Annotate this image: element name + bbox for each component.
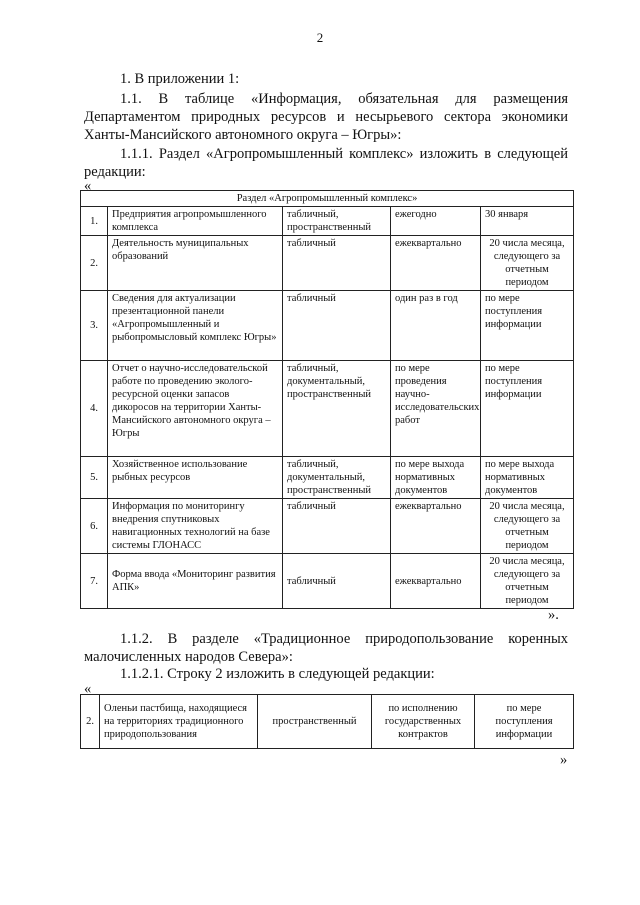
row-number: 6.	[81, 499, 108, 554]
row-format: табличный	[283, 236, 391, 291]
row-number: 7.	[81, 554, 108, 609]
row-name: Информация по мониторингу внедрения спутниковых навигационных технологий на базе системы ГЛОНАСС	[108, 499, 283, 554]
table-row	[81, 695, 574, 749]
row-period: ежеквартально	[391, 554, 481, 609]
row-period: по мере проведения научно-исследовательских работ	[391, 361, 481, 457]
row-name: Отчет о научно-исследовательской работе по проведению эколого-ресурсной оценки запасов дикоросов на территории Ханты-Мансийского автономного округа – Югры	[108, 361, 283, 457]
paragraph-1-1-2: 1.1.2. В разделе «Традиционное природопользование коренных малочисленных народов Севера»:	[84, 631, 568, 665]
row-term: по мере выхода нормативных документов	[481, 457, 574, 499]
open-quote-1: «	[84, 178, 92, 194]
table-row	[81, 236, 574, 291]
close-quote-2: »	[560, 752, 568, 768]
section-header: Раздел «Агропромышленный комплекс»	[81, 191, 574, 207]
row-period: ежеквартально	[391, 499, 481, 554]
row-name: Форма ввода «Мониторинг развития АПК»	[108, 554, 283, 609]
paragraph-1-1-1: 1.1.1. Раздел «Агропромышленный комплекс» изложить в следующей редакции:	[84, 146, 568, 180]
row-name: Хозяйственное использование рыбных ресурсов	[108, 457, 283, 499]
open-quote-2: «	[84, 681, 92, 697]
row-number: 2.	[81, 236, 108, 291]
row-name: Сведения для актуализации презентационной панели «Агропромышленный и рыбопромысловый комплекс Югры»	[108, 291, 283, 361]
table-row	[81, 499, 574, 554]
row-term: по мере поступления информации	[481, 291, 574, 361]
traditional-row-table	[80, 694, 574, 749]
agro-section-table	[80, 190, 574, 609]
table-row	[81, 361, 574, 457]
row-period: один раз в год	[391, 291, 481, 361]
row-period: по мере выхода нормативных документов	[391, 457, 481, 499]
row-term: 20 числа месяца, следующего за отчетным периодом	[481, 499, 574, 554]
row-number: 1.	[81, 207, 108, 236]
row-term: по мере поступления информации	[475, 695, 574, 749]
table-row	[81, 207, 574, 236]
row-term: 20 числа месяца, следующего за отчетным периодом	[481, 554, 574, 609]
row-name: Деятельность муниципальных образований	[108, 236, 283, 291]
close-quote-1: ».	[548, 607, 559, 623]
row-name: Оленьи пастбища, находящиеся на территориях традиционного природопользования	[100, 695, 258, 749]
row-number: 4.	[81, 361, 108, 457]
row-number: 2.	[81, 695, 100, 749]
page-number: 2	[316, 30, 324, 45]
table-row	[81, 457, 574, 499]
table-row	[81, 554, 574, 609]
row-format: табличный, документальный, пространственный	[283, 361, 391, 457]
table-row	[81, 291, 574, 361]
row-period: по исполнению государственных контрактов	[372, 695, 475, 749]
row-format: табличный	[283, 291, 391, 361]
row-format: табличный	[283, 554, 391, 609]
row-format: табличный, пространственный	[283, 207, 391, 236]
row-name: Предприятия агропромышленного комплекса	[108, 207, 283, 236]
paragraph-1-1: 1.1. В таблице «Информация, обязательная для размещения Департаментом природных ресурсов и несырьевого сектора экономики Ханты-Мансийского автономного округа – Югры»:	[84, 91, 568, 143]
row-term: 30 января	[481, 207, 574, 236]
row-period: ежегодно	[391, 207, 481, 236]
row-number: 5.	[81, 457, 108, 499]
paragraph-1-1-2-1: 1.1.2.1. Строку 2 изложить в следующей редакции:	[120, 666, 435, 682]
row-format: табличный, документальный, пространственный	[283, 457, 391, 499]
row-format: пространственный	[258, 695, 372, 749]
row-term: 20 числа месяца, следующего за отчетным периодом	[481, 236, 574, 291]
row-period: ежеквартально	[391, 236, 481, 291]
row-number: 3.	[81, 291, 108, 361]
paragraph-1: 1. В приложении 1:	[120, 71, 240, 87]
row-format: табличный	[283, 499, 391, 554]
row-term: по мере поступления информации	[481, 361, 574, 457]
table-header-row	[81, 191, 574, 207]
